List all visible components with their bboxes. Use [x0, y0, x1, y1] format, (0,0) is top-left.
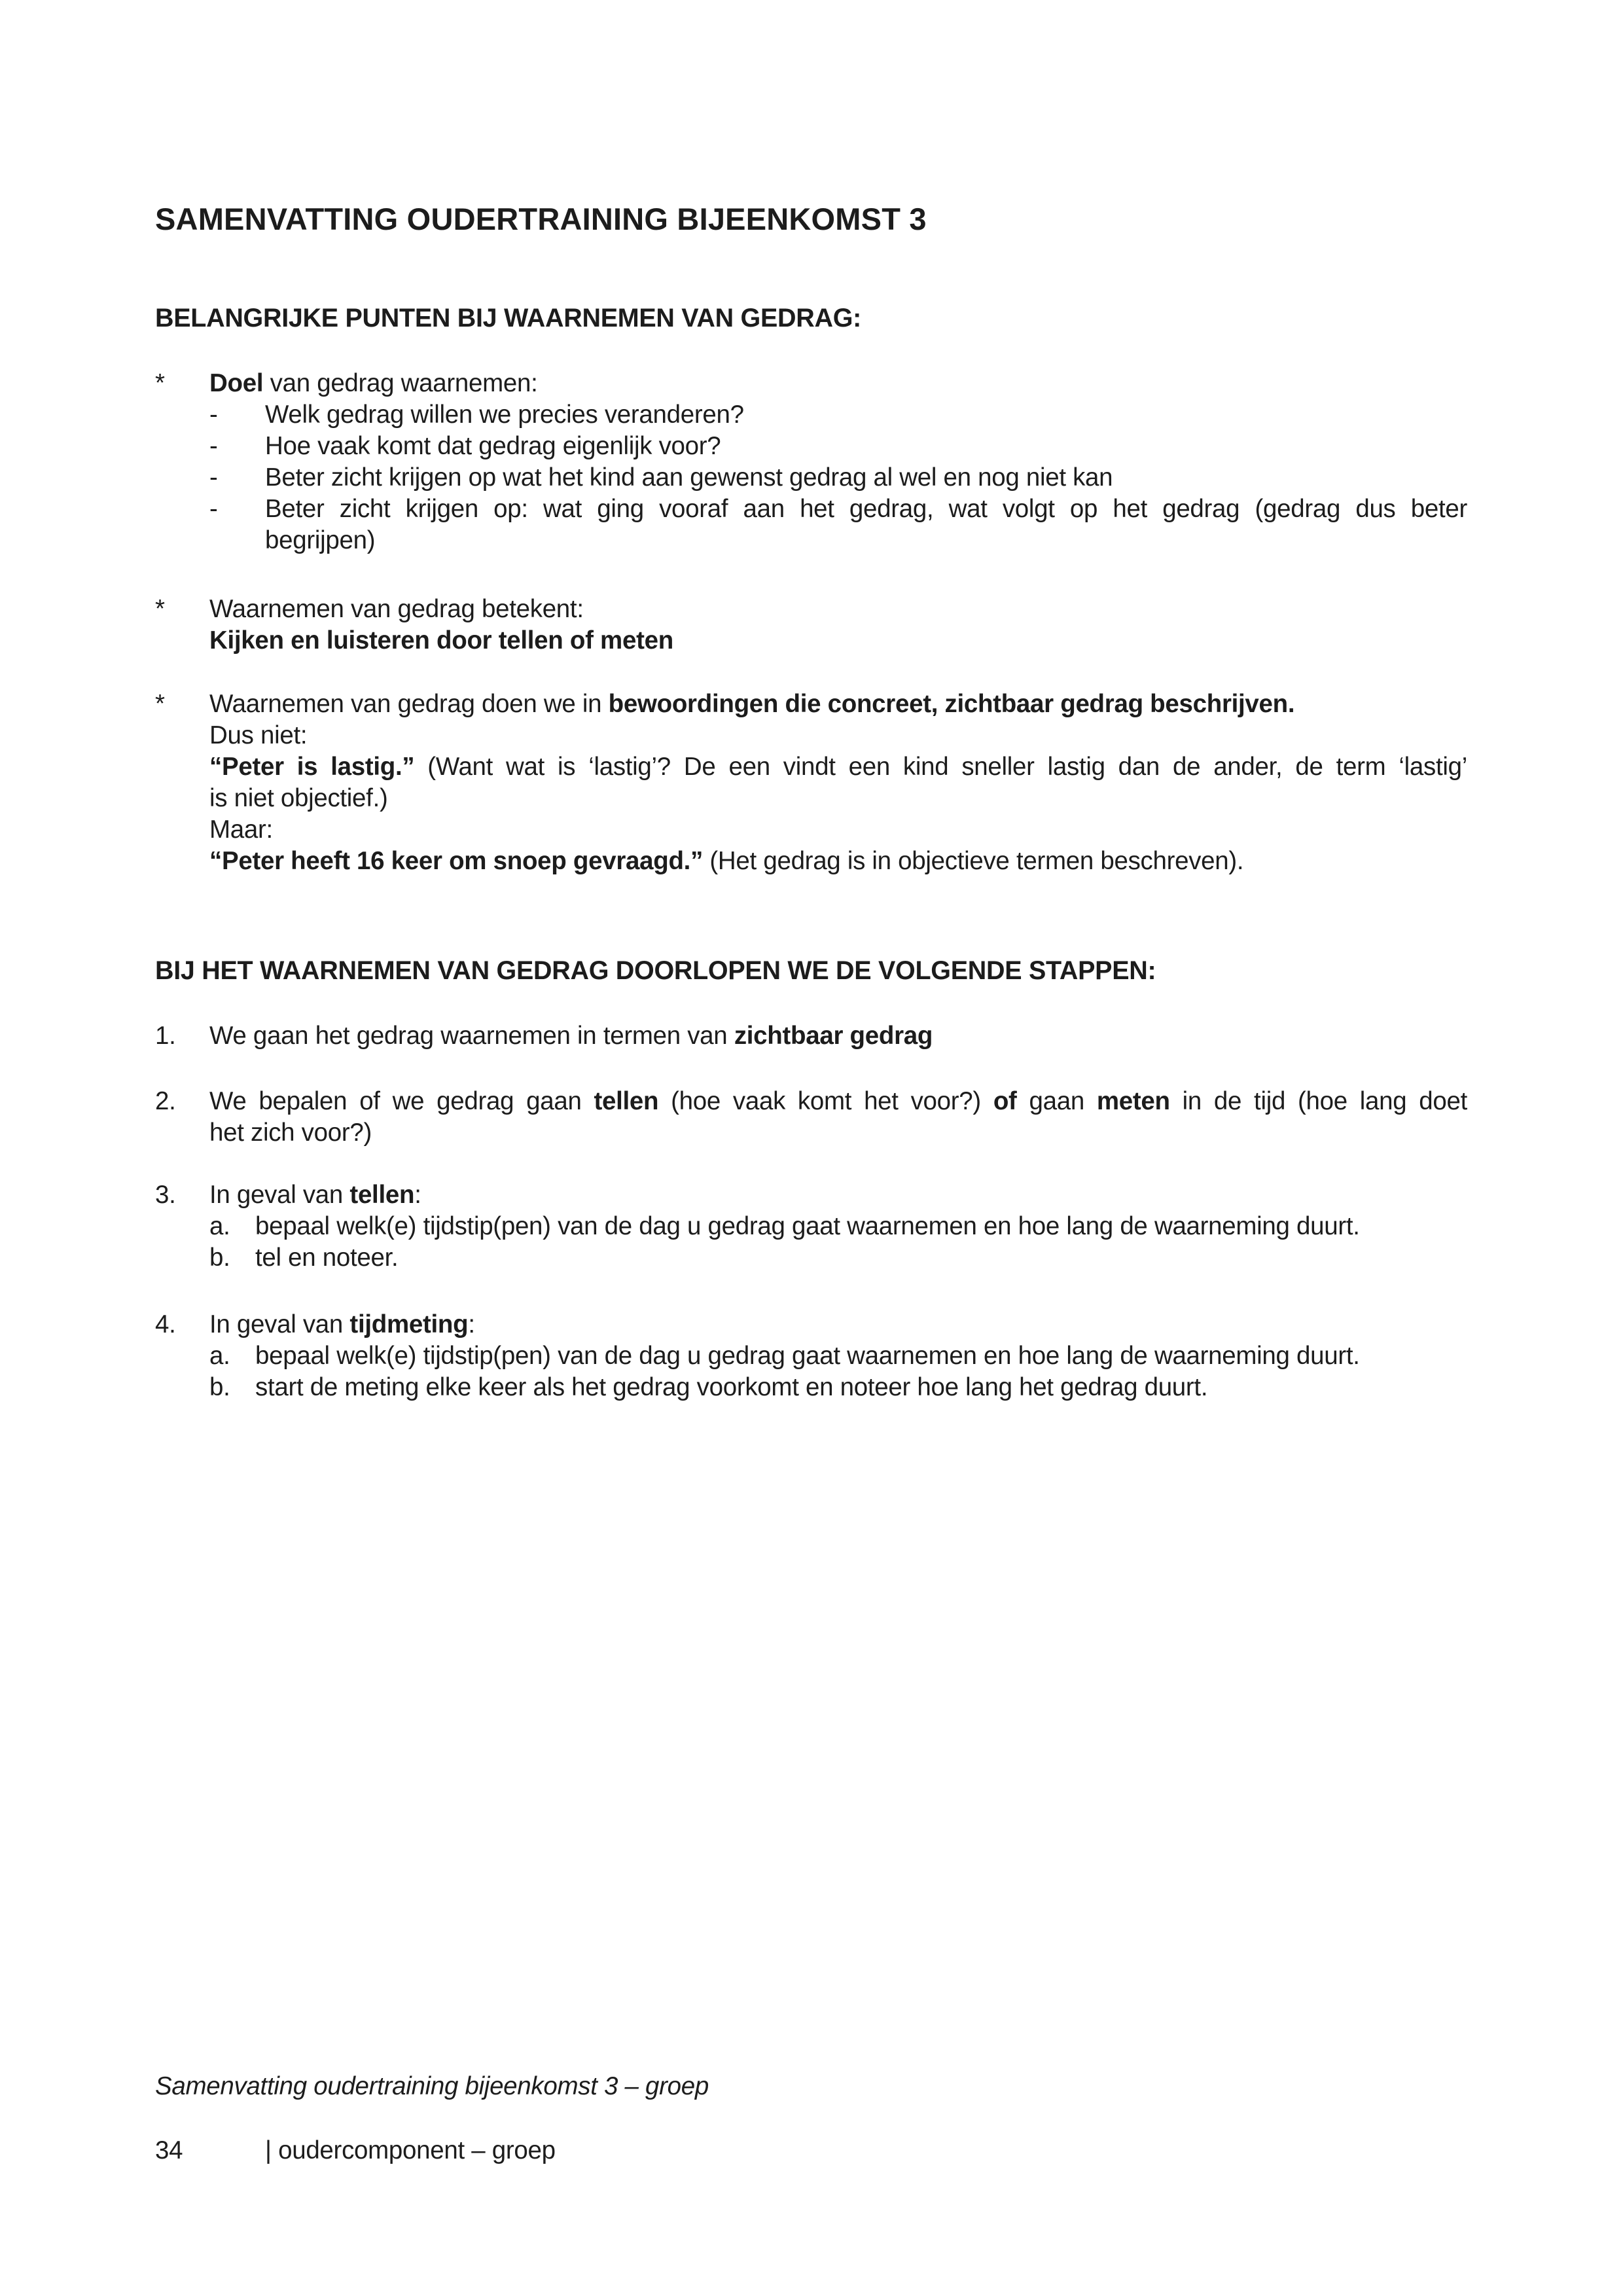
text-line: begrijpen) — [265, 526, 376, 554]
text-line: bepaal welk(e) tijdstip(pen) van de dag u gedrag gaat waarnemen en hoe lang de waarneming duurt. — [255, 1212, 1360, 1240]
text-line: Kijken en luisteren door tellen of meten — [209, 626, 673, 655]
bullet-content — [209, 689, 1467, 877]
text-line: tel en noteer. — [255, 1244, 399, 1272]
text-line: Doel van gedrag waarnemen: — [209, 369, 538, 397]
letter-marker: a. — [209, 1212, 230, 1240]
sub-item-a — [209, 1340, 1467, 1372]
numbered-item-1 — [155, 1020, 1467, 1052]
text-line: bepaal welk(e) tijdstip(pen) van de dag u gedrag gaat waarnemen en hoe lang de waarneming duurt. — [255, 1342, 1360, 1370]
dash-marker: - — [209, 432, 218, 460]
bullet-marker: * — [155, 595, 165, 623]
page-footer — [155, 2071, 1467, 2166]
numbered-content — [209, 1086, 1467, 1149]
sub-item-b — [209, 1242, 1467, 1274]
bullet-marker: * — [155, 369, 165, 397]
dash-marker: - — [209, 495, 218, 523]
text-line: Beter zicht krijgen op: wat ging vooraf aan het gedrag, wat volgt op het gedrag (gedrag dus beter — [265, 495, 1467, 523]
text-line: Beter zicht krijgen op wat het kind aan gewenst gedrag al wel en nog niet kan — [265, 463, 1113, 492]
text-line: Welk gedrag willen we precies veranderen? — [265, 401, 744, 429]
text-line: We gaan het gedrag waarnemen in termen van zichtbaar gedrag — [209, 1022, 933, 1050]
bullet-item-waarnemen-betekent — [155, 594, 1467, 656]
text-line: Hoe vaak komt dat gedrag eigenlijk voor? — [265, 432, 721, 460]
bullet-content — [209, 368, 1467, 556]
sub-item-a — [209, 1211, 1467, 1242]
dash-marker: - — [209, 463, 218, 492]
numbered-content — [209, 1309, 1467, 1403]
text-line: start de meting elke keer als het gedrag voorkomt en noteer hoe lang het gedrag duurt. — [255, 1373, 1208, 1401]
numbered-content — [209, 1020, 1467, 1052]
bullet-marker: * — [155, 690, 165, 718]
section-heading-belangrijke-punten: BELANGRIJKE PUNTEN BIJ WAARNEMEN VAN GEDRAG: — [155, 304, 861, 332]
bullet-item-doel — [155, 368, 1467, 556]
sub-item — [209, 431, 1467, 462]
number-marker: 2. — [155, 1087, 176, 1115]
sub-item — [209, 493, 1467, 556]
letter-marker: b. — [209, 1244, 230, 1272]
sub-item — [209, 462, 1467, 493]
text-line: In geval van tellen: — [209, 1181, 421, 1209]
bullet-content — [209, 594, 1467, 656]
letter-marker: b. — [209, 1373, 230, 1401]
page-number: 34 — [155, 2136, 183, 2164]
text-line: Dus niet: — [209, 721, 308, 749]
text-line: In geval van tijdmeting: — [209, 1310, 475, 1338]
numbered-item-2 — [155, 1086, 1467, 1149]
text-line: Waarnemen van gedrag betekent: — [209, 595, 584, 623]
sub-item — [209, 399, 1467, 431]
section-heading-stappen: BIJ HET WAARNEMEN VAN GEDRAG DOORLOPEN WE DE VOLGENDE STAPPEN: — [155, 956, 1156, 985]
dash-marker: - — [209, 401, 218, 429]
text-line: Maar: — [209, 816, 273, 844]
text-line: “Peter is lastig.” (Want wat is ‘lastig’? De een vindt een kind sneller lastig dan de ander, de term ‘lastig’ — [209, 753, 1467, 781]
footer-document-title: Samenvatting oudertraining bijeenkomst 3 – groep — [155, 2072, 709, 2100]
numbered-item-3 — [155, 1179, 1467, 1274]
text-line: is niet objectief.) — [209, 784, 388, 812]
bullet-item-bewoordingen — [155, 689, 1467, 877]
numbered-content — [209, 1179, 1467, 1274]
number-marker: 3. — [155, 1181, 176, 1209]
number-marker: 1. — [155, 1022, 176, 1050]
text-line: We bepalen of we gedrag gaan tellen (hoe vaak komt het voor?) of gaan meten in de tijd (hoe lang doet — [209, 1087, 1467, 1115]
number-marker: 4. — [155, 1310, 176, 1338]
page-title: SAMENVATTING OUDERTRAINING BIJEENKOMST 3 — [155, 202, 927, 236]
page-content — [155, 0, 1467, 1403]
text-line: Waarnemen van gedrag doen we in bewoordingen die concreet, zichtbaar gedrag beschrijven. — [209, 690, 1295, 718]
numbered-item-4 — [155, 1309, 1467, 1403]
footer-page-row — [155, 2135, 1467, 2166]
letter-marker: a. — [209, 1342, 230, 1370]
footer-section-label: | oudercomponent – groep — [265, 2136, 556, 2164]
text-line: “Peter heeft 16 keer om snoep gevraagd.” (Het gedrag is in objectieve termen beschreven). — [209, 847, 1244, 875]
text-line: het zich voor?) — [209, 1119, 372, 1147]
sub-item-b — [209, 1372, 1467, 1403]
